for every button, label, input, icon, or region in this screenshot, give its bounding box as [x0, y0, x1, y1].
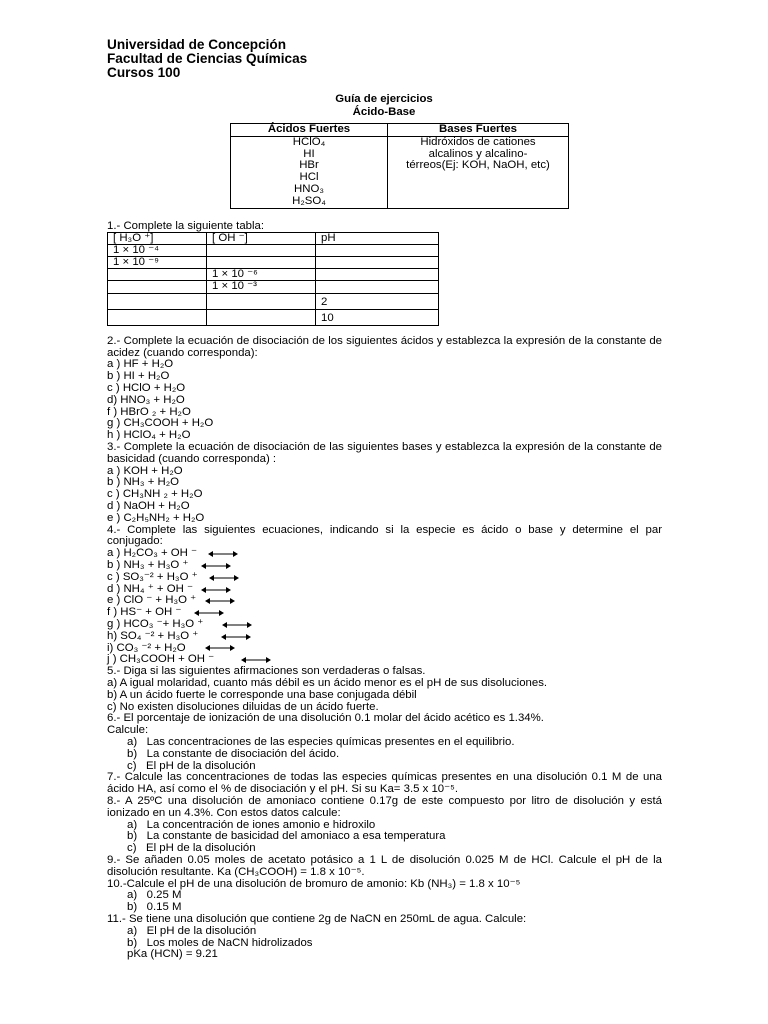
table-cell[interactable]: 1 × 10 ⁻⁴ [108, 244, 207, 256]
q4-item-text: j ) CH₃COOH + OH ⁻ [107, 653, 215, 666]
q11-text: 11.- Se tiene una disolución que contiene 2g de NaCN en 250mL de agua. Calcule: [107, 912, 527, 925]
table-cell[interactable] [108, 268, 207, 280]
table-cell[interactable] [316, 268, 439, 280]
table-cell[interactable] [316, 256, 439, 268]
q3-item: a ) KOH + H₂O [107, 464, 183, 477]
table-cell[interactable] [108, 280, 207, 293]
table-cell[interactable] [108, 309, 207, 325]
table-cell[interactable] [108, 293, 207, 309]
q9-text: 9.- Se añaden 0.05 moles de acetato potásico a 1 L de disolución 0.025 M de HCl. Calcule el pH de la disolución resultante. Ka (CH₃COOH) = 1.8 x 10⁻⁵. [107, 853, 662, 878]
q6-text: 6.- El porcentaje de ionización de una disolución 0.1 molar del ácido acético es 1.34%. [107, 712, 544, 725]
strong-acids-bases-table [230, 123, 569, 209]
table-cell[interactable]: 1 × 10 ⁻³ [207, 280, 316, 293]
faculty-name: Facultad de Ciencias Químicas [107, 51, 308, 66]
acid-item: HNO₃ [294, 182, 324, 195]
base-line: alcalinos y alcalino- [428, 147, 528, 160]
q4-text: 4.- Complete las siguientes ecuaciones, indicando si la especie es ácido o base y determine el par conjugado: [107, 523, 662, 548]
table-cell[interactable] [207, 293, 316, 309]
q8-item: b) La constante de basicidad del amoniaco a esa temperatura [127, 830, 446, 843]
q4-item-text: c ) SO₃⁻² + H₃O ⁺ [107, 570, 198, 583]
table-row [108, 293, 439, 309]
q4-item-text: h) SO₄ ⁻² + H₃O ⁺ [107, 629, 199, 642]
document-page [107, 38, 662, 961]
ph-table-header: [ OH ⁻] [207, 233, 316, 245]
acids-header: Ácidos Fuertes [231, 124, 388, 137]
q4-item [107, 572, 662, 584]
q11-pka: pKa (HCN) = 9.21 [127, 948, 218, 961]
q4-item-text: b ) NH₃ + H₃O ⁺ [107, 559, 189, 572]
equilibrium-arrow-icon [208, 574, 240, 582]
q5-item: b) A un ácido fuerte le corresponde una base conjugada débil [107, 688, 417, 701]
acids-list [231, 136, 388, 208]
acid-item: HClO₄ [292, 135, 326, 148]
equilibrium-arrow-icon [200, 562, 232, 570]
ph-table-header: pH [316, 233, 439, 245]
table-cell[interactable] [207, 256, 316, 268]
q3-item: c ) CH₃NH ₂ + H₂O [107, 488, 203, 501]
equilibrium-arrow-icon [207, 550, 239, 558]
q2-item: a ) HF + H₂O [107, 358, 174, 371]
q4-item-text: i) CO₃ ⁻² + H₂O [107, 641, 186, 654]
q5-item: c) No existen disoluciones diluidas de un ácido fuerte. [107, 700, 379, 713]
q3-item: d ) NaOH + H₂O [107, 500, 190, 513]
table-cell[interactable]: 1 × 10 ⁻⁹ [108, 256, 207, 268]
acid-item: HBr [299, 159, 319, 172]
q2-text: 2.- Complete la ecuación de disociación de los siguientes ácidos y establezca la expresión de la constante de acidez (cuando corresponda): [107, 334, 662, 359]
table-cell[interactable] [316, 280, 439, 293]
ph-table-header: [ H₃O ⁺] [108, 233, 207, 245]
q6-item: c) El pH de la disolución [127, 759, 256, 772]
guide-title: Guía de ejercicios [335, 93, 433, 105]
q3-text: 3.- Complete la ecuación de disociación de las siguientes bases y establezca la expresión de la constante de basicidad (cuando corresponda) : [107, 441, 662, 465]
q8-text: 8.- A 25ºC una disolución de amoniaco contiene 0.17g de este compuesto por litro de disolución y está ionizado en un 4.3%. Con estos datos calcule: [107, 794, 662, 819]
q4-item [107, 631, 662, 643]
q10-item: b) 0.15 M [127, 901, 182, 914]
university-name: Universidad de Concepción [107, 37, 287, 52]
equilibrium-arrow-icon [193, 609, 225, 617]
bases-list [388, 136, 569, 208]
table-cell[interactable] [207, 244, 316, 256]
q4-item [107, 595, 662, 607]
table-cell[interactable] [207, 309, 316, 325]
q2-item: f ) HBrO ₂ + H₂O [107, 405, 191, 418]
equilibrium-arrow-icon [204, 644, 236, 652]
table-row [108, 280, 439, 293]
q10-item: a) 0.25 M [127, 889, 182, 902]
q6-item: a) Las concentraciones de las especies químicas presentes en el equilibrio. [127, 735, 515, 748]
q11-item: a) El pH de la disolución [127, 924, 257, 937]
table-row [108, 256, 439, 268]
guide-subtitle: Ácido-Base [352, 105, 416, 118]
q2-item: g ) CH₃COOH + H₂O [107, 417, 214, 430]
q10-text: 10.-Calcule el pH de una disolución de bromuro de amonio: Kb (NH₃) = 1.8 x 10⁻⁵ [107, 877, 521, 890]
table-cell[interactable]: 10 [316, 309, 439, 325]
equilibrium-arrow-icon [200, 586, 232, 594]
table-cell[interactable] [316, 244, 439, 256]
q6-item: b) La constante de disociación del ácido. [127, 747, 340, 760]
acid-item: HCl [299, 171, 319, 184]
equilibrium-arrow-icon [240, 656, 272, 664]
base-line: térreos(Ej: KOH, NaOH, etc) [406, 159, 550, 172]
q2-item: c ) HClO + H₂O [107, 382, 186, 395]
table-cell[interactable]: 2 [316, 293, 439, 309]
q5-item: a) A igual molaridad, cuanto más débil es un ácido menor es el pH de sus disoluciones. [107, 676, 548, 689]
q8-item: a) La concentración de iones amonio e hidroxilo [127, 818, 376, 831]
equilibrium-arrow-icon [221, 621, 253, 629]
q4-item-text: a ) H₂CO₃ + OH ⁻ [107, 547, 198, 560]
q2-item: b ) HI + H₂O [107, 370, 170, 383]
q8-item: c) El pH de la disolución [127, 842, 256, 855]
q5-text: 5.- Diga si las siguientes afirmaciones son verdaderas o falsas. [107, 665, 426, 678]
table-cell[interactable]: 1 × 10 ⁻⁶ [207, 268, 316, 280]
equilibrium-arrow-icon [204, 597, 236, 605]
q6-calc-label: Calcule: [107, 724, 149, 737]
q4-item-text: e ) ClO ⁻ + H₃O ⁺ [107, 594, 197, 607]
bases-header: Bases Fuertes [388, 124, 569, 137]
q4-item-text: d ) NH₄ ⁺ + OH ⁻ [107, 582, 193, 595]
q3-item: e ) C₂H₅NH₂ + H₂O [107, 511, 205, 524]
acid-item: HI [303, 147, 315, 160]
base-line: Hidróxidos de cationes [420, 135, 536, 148]
q4-item [107, 548, 662, 560]
q2-item: h ) HClO₄ + H₂O [107, 429, 191, 442]
equilibrium-arrow-icon [220, 633, 252, 641]
q7-text: 7.- Calcule las concentraciones de todas las especies químicas presentes en una disolución 0.1 M de una ácido HA, así como el % de disociación y el pH. Si su Ka= 3.5 x 10⁻⁵. [107, 771, 662, 796]
q1-text: 1.- Complete la siguiente tabla: [107, 219, 265, 232]
table-row [108, 268, 439, 280]
q11-item: b) Los moles de NaCN hidrolizados [127, 936, 313, 949]
q4-item-text: g ) HCO₃ ⁻+ H₃O ⁺ [107, 618, 204, 630]
table-row [108, 244, 439, 256]
course-name: Cursos 100 [107, 65, 181, 80]
q3-item: b ) NH₃ + H₂O [107, 476, 180, 489]
table-row [108, 309, 439, 325]
q4-item-text: f ) HS⁻ + OH ⁻ [107, 606, 182, 619]
q2-item: d) HNO₃ + H₂O [107, 393, 185, 406]
ph-table [107, 232, 439, 326]
acid-item: H₂SO₄ [292, 194, 326, 207]
